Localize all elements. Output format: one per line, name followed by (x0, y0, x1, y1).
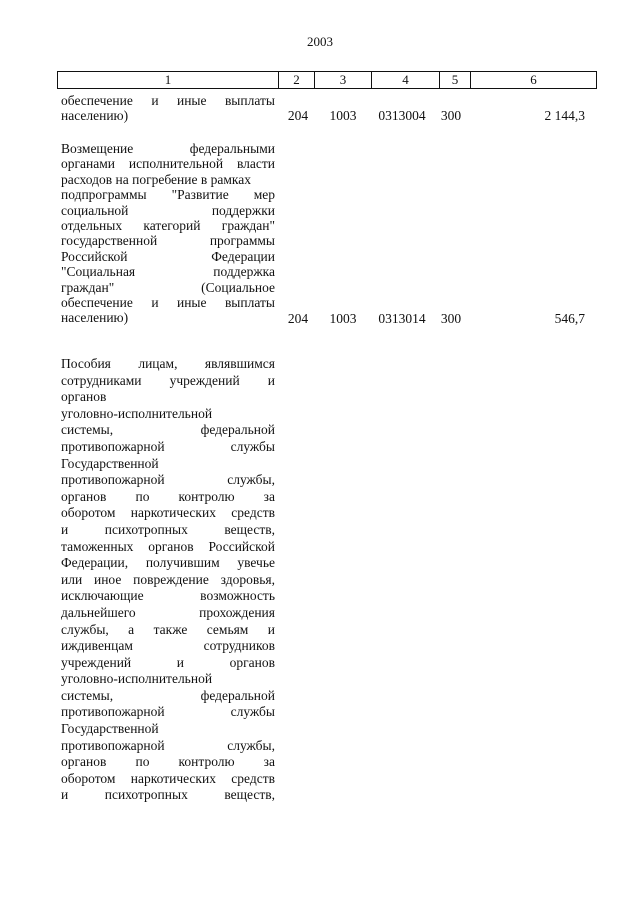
word: сотрудников (203, 638, 275, 654)
word: иные (176, 295, 207, 311)
cell-col4: 0313004 (378, 108, 426, 123)
word: противопожарной (61, 737, 165, 753)
word: здоровья, (220, 571, 275, 587)
description-line (61, 539, 275, 556)
word: Возмещение (61, 141, 134, 156)
word: и (267, 372, 275, 388)
word: учреждений (61, 654, 132, 670)
description-line: органов (61, 389, 107, 405)
word: органов (229, 654, 275, 670)
word: а (128, 621, 135, 637)
word: Федерации (211, 248, 275, 264)
description-line (61, 572, 275, 589)
cell-col2: 204 (287, 108, 309, 123)
word: федеральными (189, 141, 275, 156)
word: за (263, 488, 275, 504)
word: семьям (206, 621, 249, 637)
word: контролю (178, 488, 235, 504)
description-line (61, 472, 275, 489)
description-line (61, 93, 275, 108)
word: также (153, 621, 188, 637)
row-description (61, 93, 275, 124)
cell-col3: 1003 (329, 311, 357, 326)
cell-col5: 300 (440, 108, 462, 123)
word: и (267, 621, 275, 637)
word: или (61, 571, 83, 587)
word: подпрограммы (61, 187, 147, 203)
description-line (61, 522, 275, 539)
word: "Социальная (61, 264, 136, 280)
cell-col5: 300 (440, 311, 462, 326)
word: Российской (61, 248, 128, 264)
word: таможенных (61, 538, 134, 554)
word: социальной (61, 202, 129, 218)
description-line (61, 655, 275, 672)
description-line (61, 218, 275, 233)
word: психотропных (104, 521, 188, 537)
word: веществ, (224, 521, 275, 537)
description-line (61, 505, 275, 522)
description-line (61, 605, 275, 622)
word: органов (61, 488, 107, 504)
word: поддержка (213, 264, 275, 280)
description-line (61, 771, 275, 788)
word: службы, (61, 621, 109, 637)
column-header-5: 5 (440, 72, 471, 89)
row-description (61, 141, 275, 326)
word: оборотом (61, 505, 116, 521)
description-line (61, 373, 275, 390)
description-line (61, 704, 275, 721)
description-line (61, 588, 275, 605)
word: и (61, 521, 69, 537)
word: "Развитие (171, 187, 229, 203)
word: и (176, 654, 184, 670)
cell-col6: 546,7 (554, 311, 585, 326)
word: органов (61, 754, 107, 770)
word: увечье (237, 555, 275, 571)
column-header-4: 4 (372, 72, 440, 89)
word: Федерации, (61, 555, 129, 571)
word: за (263, 754, 275, 770)
word: дальнейшего (61, 604, 136, 620)
word: иное (93, 571, 122, 587)
word: системы, (61, 687, 114, 703)
word: федеральной (200, 687, 275, 703)
description-line (61, 787, 275, 804)
word: веществ, (224, 787, 275, 803)
word: системы, (61, 422, 114, 438)
word: исключающие (61, 588, 144, 604)
description-line (61, 264, 275, 279)
column-header-2: 2 (279, 72, 315, 89)
word: мер (253, 187, 275, 203)
description-line: уголовно-исполнительной (61, 405, 213, 421)
word: службы (230, 438, 275, 454)
column-header-table (57, 71, 597, 89)
column-header-1: 1 (58, 72, 279, 89)
word: учреждений (169, 372, 240, 388)
word: и (151, 93, 159, 108)
word: прохождения (199, 604, 275, 620)
word: государственной (61, 233, 158, 249)
word: обеспечение (61, 295, 133, 311)
description-line: Государственной (61, 455, 159, 471)
column-header-3: 3 (315, 72, 372, 89)
word: граждан" (221, 218, 275, 234)
page-number: 2003 (307, 34, 333, 49)
word: контролю (178, 754, 235, 770)
description-line (61, 141, 275, 156)
word: программы (209, 233, 275, 249)
word: выплаты (224, 93, 275, 108)
description-line (61, 203, 275, 218)
description-line: населению) (61, 108, 129, 124)
word: власти (236, 156, 275, 172)
word: противопожарной (61, 472, 165, 488)
description-line (61, 489, 275, 506)
description-line (61, 295, 275, 310)
description-line (61, 738, 275, 755)
description-line (61, 439, 275, 456)
description-line (61, 622, 275, 639)
word: психотропных (104, 787, 188, 803)
word: наркотических (130, 770, 216, 786)
word: органами (61, 156, 116, 172)
description-line (61, 187, 275, 202)
word: службы, (227, 472, 275, 488)
description-line: расходов на погребение в рамках (61, 171, 251, 187)
word: службы (230, 704, 275, 720)
word: исполнительной (128, 156, 224, 172)
word: службы, (227, 737, 275, 753)
word: Российской (208, 538, 275, 554)
word: по (135, 488, 150, 504)
word: Пособия (61, 356, 111, 371)
word: и (151, 295, 159, 311)
word: и (61, 787, 69, 803)
description-line: населению) (61, 310, 129, 326)
word: обеспечение (61, 93, 133, 108)
word: иные (176, 93, 207, 108)
word: выплаты (224, 295, 275, 311)
word: отдельных (61, 218, 123, 234)
word: получившим (145, 555, 220, 571)
word: противопожарной (61, 704, 165, 720)
row-description (61, 356, 275, 804)
word: поддержки (211, 202, 275, 218)
word: граждан" (61, 279, 115, 295)
description-line (61, 422, 275, 439)
description-line (61, 249, 275, 264)
word: возможность (200, 588, 275, 604)
word: категорий (143, 218, 201, 234)
description-line (61, 555, 275, 572)
description-line (61, 156, 275, 171)
cell-col6: 2 144,3 (544, 108, 585, 123)
word: оборотом (61, 770, 116, 786)
cell-col3: 1003 (329, 108, 357, 123)
cell-col2: 204 (287, 311, 309, 326)
word: иждивенцам (61, 638, 133, 654)
cell-col4: 0313014 (378, 311, 426, 326)
word: являвшимся (204, 356, 275, 371)
description-line (61, 638, 275, 655)
description-line (61, 280, 275, 295)
word: средств (231, 770, 275, 786)
description-line (61, 688, 275, 705)
word: органов (148, 538, 194, 554)
word: (Социальное (201, 279, 275, 295)
word: повреждение (133, 571, 209, 587)
word: средств (231, 505, 275, 521)
description-line (61, 754, 275, 771)
description-line: Государственной (61, 721, 159, 737)
description-line: уголовно-исполнительной (61, 671, 213, 687)
description-line (61, 233, 275, 248)
description-line (61, 356, 275, 373)
word: противопожарной (61, 438, 165, 454)
column-header-6: 6 (471, 72, 597, 89)
word: лицам, (138, 356, 178, 371)
word: сотрудниками (61, 372, 142, 388)
word: федеральной (200, 422, 275, 438)
word: по (135, 754, 150, 770)
word: наркотических (130, 505, 216, 521)
